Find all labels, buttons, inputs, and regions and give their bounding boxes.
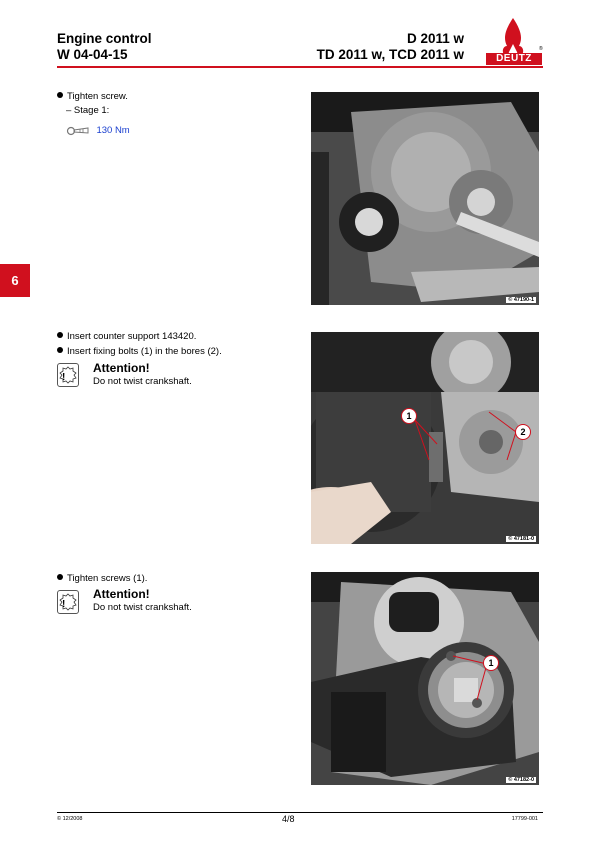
attention-icon: [57, 363, 79, 387]
step2-bullet-1-text: Insert counter support 143420.: [67, 331, 197, 342]
svg-text:!: !: [62, 599, 66, 610]
callout-leaders: [311, 332, 539, 544]
step2-attention-title: Attention!: [93, 361, 150, 375]
step2-bullet-1: [57, 330, 196, 343]
torque-value: 130 Nm: [96, 125, 130, 137]
bullet-dot: [57, 347, 63, 353]
step1-sub: – Stage 1:: [66, 105, 110, 116]
header-doc-code: W 04-04-15: [57, 47, 128, 62]
footer-doc-number: 17799-001: [511, 816, 538, 822]
footer-date: © 12/2008: [57, 816, 83, 822]
photo-crankshaft-tightening: [311, 92, 539, 305]
callout-1: 1: [483, 655, 499, 671]
step1-bullet-text: Tighten screw.: [67, 91, 128, 102]
chapter-tab: 6: [0, 264, 30, 297]
photo2-caption: © 47181-0: [508, 536, 534, 542]
svg-text:!: !: [62, 372, 66, 383]
header-model-2: TD 2011 w, TCD 2011 w: [316, 47, 464, 62]
callout-2: 2: [515, 424, 531, 440]
header-engine-control: Engine control: [57, 31, 152, 46]
wrench-icon: [66, 125, 90, 137]
bullet-dot: [57, 92, 63, 98]
step2-attention-text: Do not twist crankshaft.: [93, 376, 192, 387]
header-model-1: D 2011 w: [406, 31, 464, 46]
photo-counter-support: [311, 332, 539, 544]
step1-torque-row: [66, 122, 130, 136]
attention-icon: [57, 590, 79, 614]
deutz-logo: [483, 16, 543, 68]
photo1-caption: © 47190-1: [508, 297, 534, 303]
callout-leaders: [311, 572, 539, 785]
step3-bullet-text: Tighten screws (1).: [67, 573, 148, 584]
step1-bullet: [57, 90, 128, 103]
callout-1: 1: [401, 408, 417, 424]
bullet-dot: [57, 332, 63, 338]
step3-bullet: [57, 572, 147, 585]
step3-attention-title: Attention!: [93, 587, 150, 601]
photo3-caption: © 47182-0: [508, 777, 534, 783]
step3-attention-text: Do not twist crankshaft.: [93, 602, 192, 613]
svg-text:®: ®: [539, 46, 543, 52]
footer-rule: [57, 812, 543, 813]
bullet-dot: [57, 574, 63, 580]
gear-warning-icon: [58, 591, 78, 613]
gear-warning-icon: [58, 364, 78, 386]
logo-wordmark: DEUTZ: [486, 53, 542, 65]
photo-tighten-screws: [311, 572, 539, 785]
step2-bullet-2-text: Insert fixing bolts (1) in the bores (2).: [67, 346, 222, 357]
step2-bullet-2: [57, 345, 222, 358]
engine-photo-1: [311, 92, 539, 305]
footer-page: 4/8: [282, 814, 295, 824]
header-rule: [57, 66, 543, 68]
